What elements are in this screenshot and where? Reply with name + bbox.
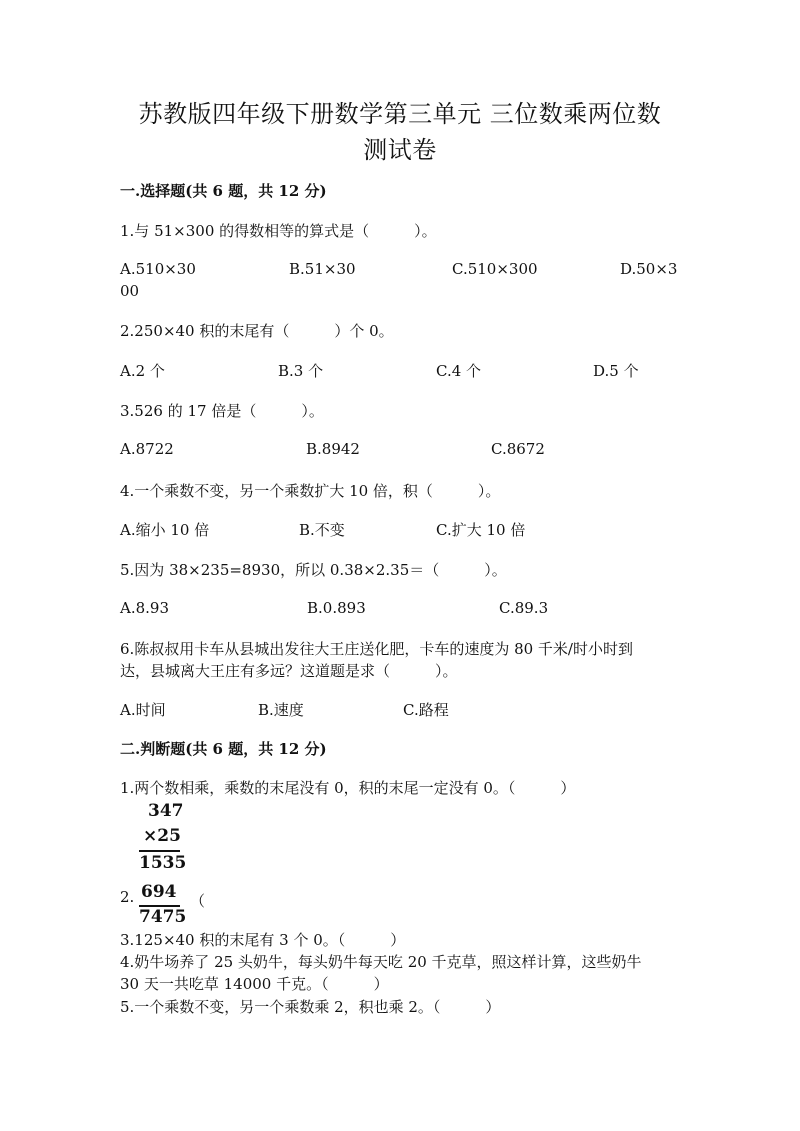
question-1-option-b[interactable]: B.51×30 bbox=[289, 260, 356, 278]
question-4-option-c[interactable]: C.扩大 10 倍 bbox=[436, 521, 526, 539]
question-5-option-a[interactable]: A.8.93 bbox=[120, 599, 169, 617]
question-4-option-a[interactable]: A.缩小 10 倍 bbox=[120, 521, 210, 539]
question-4-option-b[interactable]: B.不变 bbox=[299, 521, 345, 539]
calc-multiplicand: 347 bbox=[148, 801, 184, 821]
question-6-text-line2: 达，县城离大王庄有多远？这道题是求（ ）。 bbox=[120, 662, 458, 680]
calc-partial-product-2: 694 bbox=[141, 882, 177, 902]
question-3-option-a[interactable]: A.8722 bbox=[120, 440, 174, 458]
question-5-option-c[interactable]: C.89.3 bbox=[499, 599, 549, 617]
question-5-option-b[interactable]: B.0.893 bbox=[307, 599, 366, 617]
question-3-option-b[interactable]: B.8942 bbox=[306, 440, 360, 458]
page-title-line2: 测试卷 bbox=[363, 136, 437, 164]
section-heading-choice: 一.选择题(共 6 题，共 12 分) bbox=[120, 182, 327, 200]
question-6-text-line1: 6.陈叔叔用卡车从县城出发往大王庄送化肥，卡车的速度为 80 千米/时小时到 bbox=[120, 640, 633, 658]
question-6-option-a[interactable]: A.时间 bbox=[120, 701, 166, 719]
page-title-line1: 苏教版四年级下册数学第三单元 三位数乘两位数 bbox=[138, 100, 662, 128]
question-3-option-c[interactable]: C.8672 bbox=[491, 440, 545, 458]
question-1-option-c[interactable]: C.510×300 bbox=[452, 260, 538, 278]
question-1-option-d[interactable]: D.50×3 bbox=[620, 260, 678, 278]
question-6-option-b[interactable]: B.速度 bbox=[258, 701, 304, 719]
question-1-option-a[interactable]: A.510×30 bbox=[120, 260, 196, 278]
judgment-4-text-line2: 30 天一共吃草 14000 千克。（ ） bbox=[120, 975, 389, 993]
question-4-text: 4.一个乘数不变，另一个乘数扩大 10 倍，积（ ）。 bbox=[120, 482, 501, 500]
calc-partial-product-1: 1535 bbox=[139, 853, 187, 873]
question-1-text: 1.与 51×300 的得数相等的算式是（ ）。 bbox=[120, 222, 437, 240]
question-2-text: 2.250×40 积的末尾有（ ）个 0。 bbox=[120, 322, 394, 340]
judgment-2-number: 2. bbox=[120, 888, 135, 906]
question-2-option-b[interactable]: B.3 个 bbox=[278, 362, 324, 380]
section-heading-judgment: 二.判断题(共 6 题，共 12 分) bbox=[120, 740, 327, 758]
judgment-5-text: 5.一个乘数不变，另一个乘数乘 2，积也乘 2。（ ） bbox=[120, 998, 501, 1016]
calc-divider-line-1 bbox=[139, 850, 180, 852]
calc-multiplier: ×25 bbox=[143, 826, 181, 846]
judgment-4-text-line1: 4.奶牛场养了 25 头奶牛，每头奶牛每天吃 20 千克草，照这样计算，这些奶牛 bbox=[120, 953, 642, 971]
question-1-option-d-wrap: 00 bbox=[120, 282, 140, 300]
judgment-1-text: 1.两个数相乘，乘数的末尾没有 0，积的末尾一定没有 0。（ ） bbox=[120, 779, 576, 797]
question-3-text: 3.526 的 17 倍是（ ）。 bbox=[120, 402, 324, 420]
question-5-text: 5.因为 38×235=8930，所以 0.38×2.35＝（ ）。 bbox=[120, 561, 507, 579]
question-6-option-c[interactable]: C.路程 bbox=[403, 701, 449, 719]
judgment-3-text: 3.125×40 积的末尾有 3 个 0。（ ） bbox=[120, 931, 406, 949]
question-2-option-d[interactable]: D.5 个 bbox=[593, 362, 639, 380]
calc-result: 7475 bbox=[139, 907, 187, 927]
question-2-option-c[interactable]: C.4 个 bbox=[436, 362, 482, 380]
question-2-option-a[interactable]: A.2 个 bbox=[120, 362, 165, 380]
judgment-2-paren: （ bbox=[190, 892, 206, 910]
